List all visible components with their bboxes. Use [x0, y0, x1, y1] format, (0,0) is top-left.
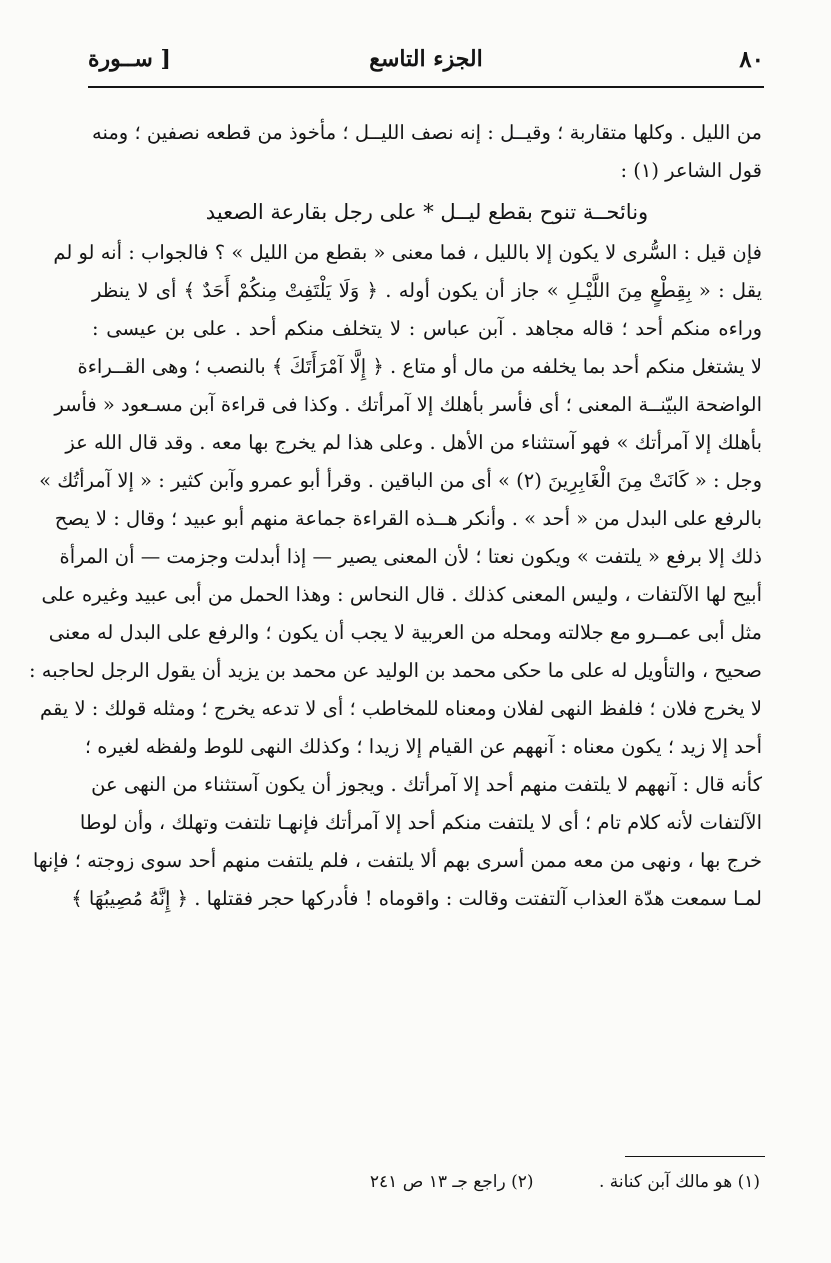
footnote-1: (١) هو مالك آبن كنانة . [598, 1172, 760, 1192]
text-line: الواضحة البيّنــة المعنى ؛ أى فأسر بأهلك إلا آمرأتك . وكذا فى قراءة آبن مسـعود « فأسر [54, 393, 762, 416]
text-line: من الليل . وكلها متقاربة ؛ وقيــل : إنه نصف الليــل ؛ مأخوذ من قطعه نصفين ؛ ومنه [92, 121, 762, 144]
text-line: صحيح ، والتأويل له على ما حكى محمد بن الوليد عن محمد بن يزيد أن يقول الرجل لحاجبه : [29, 659, 762, 682]
text-line: لا يخرج فلان ؛ فلفظ النهى لفلان ومعناه للمخاطب ؛ أى لا تدعه يخرج ؛ ومثله قولك : لا يقم [39, 697, 762, 720]
text-line: ذلك إلا برفع « يلتفت » ويكون نعتا ؛ لأن المعنى يصير — إذا أبدلت وجزمت — أن المرأة [59, 545, 762, 568]
text-line: يقل : « بِقِطْعٍ مِنَ اللَّيْـلِ » جاز أن يكون أوله . ﴿ وَلَا يَلْتَفِتْ مِنكُمْ أَحَدٌ ﴾ أى لا ينظر [92, 279, 762, 302]
text-line: الآلتفات لأنه كلام تام ؛ أى لا يلتفت منكم أحد إلا آمرأتك فإنهـا تلتفت وتهلك ، وأن لوطا [79, 811, 762, 834]
text-line: وجل : « كَانَتْ مِنَ الْغَابِرِينَ (٢) » أى من الباقين . وقرأ أبو عمرو وآبن كثير : « إلا آمرأتُك » [39, 469, 762, 492]
text-line: لا يشتغل منكم أحد بما يخلفه من مال أو متاع . ﴿ إِلَّا آمْرَأَتَكَ ﴾ بالنصب ؛ وهى القــراءة [77, 355, 762, 378]
text-line: لمـا سمعت هدّة العذاب آلتفتت وقالت : واقوماه ! فأدركها حجر فقتلها . ﴿ إِنَّهُ مُصِيبُهَا ﴾ [71, 887, 762, 910]
text-line: مثل أبى عمــرو مع جلالته ومحله من العربية لا يجب أن يكون ؛ والرفع على البدل له معنى [48, 621, 762, 644]
surah-label: [ ســورة [88, 46, 171, 72]
poetry-verse: ونائحــة تنوح بقطع ليــل * على رجل بقارعة الصعيد [205, 200, 649, 224]
text-line: بأهلك إلا آمرأتك » فهو آستثناء من الأهل . وعلى هذا لم يخرج بها معه . وقد قال الله عز [65, 431, 762, 454]
body-text [29, 114, 762, 918]
text-line: بالرفع على البدل من « أحد » . وأنكر هــذه القراءة جماعة منهم أبو عبيد ؛ وقال : لا يصح [54, 507, 762, 530]
text-line: قول الشاعر (١) : [620, 159, 762, 182]
text-line: وراءه منكم أحد ؛ قاله مجاهد . آبن عباس : لا يتخلف منكم أحد . على بن عيسى : [92, 317, 762, 340]
text-line: فإن قيل : السُّرى لا يكون إلا بالليل ، فما معنى « بقطع من الليل » ؟ فالجواب : أنه لو لم [53, 241, 762, 264]
text-line: كأنه قال : آنههم لا يلتفت منهم أحد إلا آمرأتك . ويجوز أن يكون آستثناء من النهى عن [91, 773, 762, 796]
header-rule [88, 86, 764, 88]
footnote-rule [625, 1156, 765, 1157]
text-line: أبيح لها الآلتفات ، وليس المعنى كذلك . قال النحاس : وهذا الحمل من أبى عبيد وغيره على [41, 583, 762, 606]
page-header [88, 40, 764, 80]
text-line: خرج بها ، ونهى من معه ممن أسرى بهم ألا يلتفت ، فلم يلتفت منهم أحد سوى زوجته ؛ فإنها [32, 849, 762, 872]
page-number: ٨٠ [739, 46, 764, 73]
footnote-2: (٢) راجع جـ ١٣ ص ٢٤١ [369, 1172, 534, 1192]
part-title: الجزء التاسع [369, 46, 483, 72]
footnotes [300, 1172, 760, 1192]
text-line: أحد إلا زيد ؛ يكون معناه : آنههم عن القيام إلا زيدا ؛ وكذلك النهى للوط ولفظه لغيره ؛ [84, 735, 762, 758]
